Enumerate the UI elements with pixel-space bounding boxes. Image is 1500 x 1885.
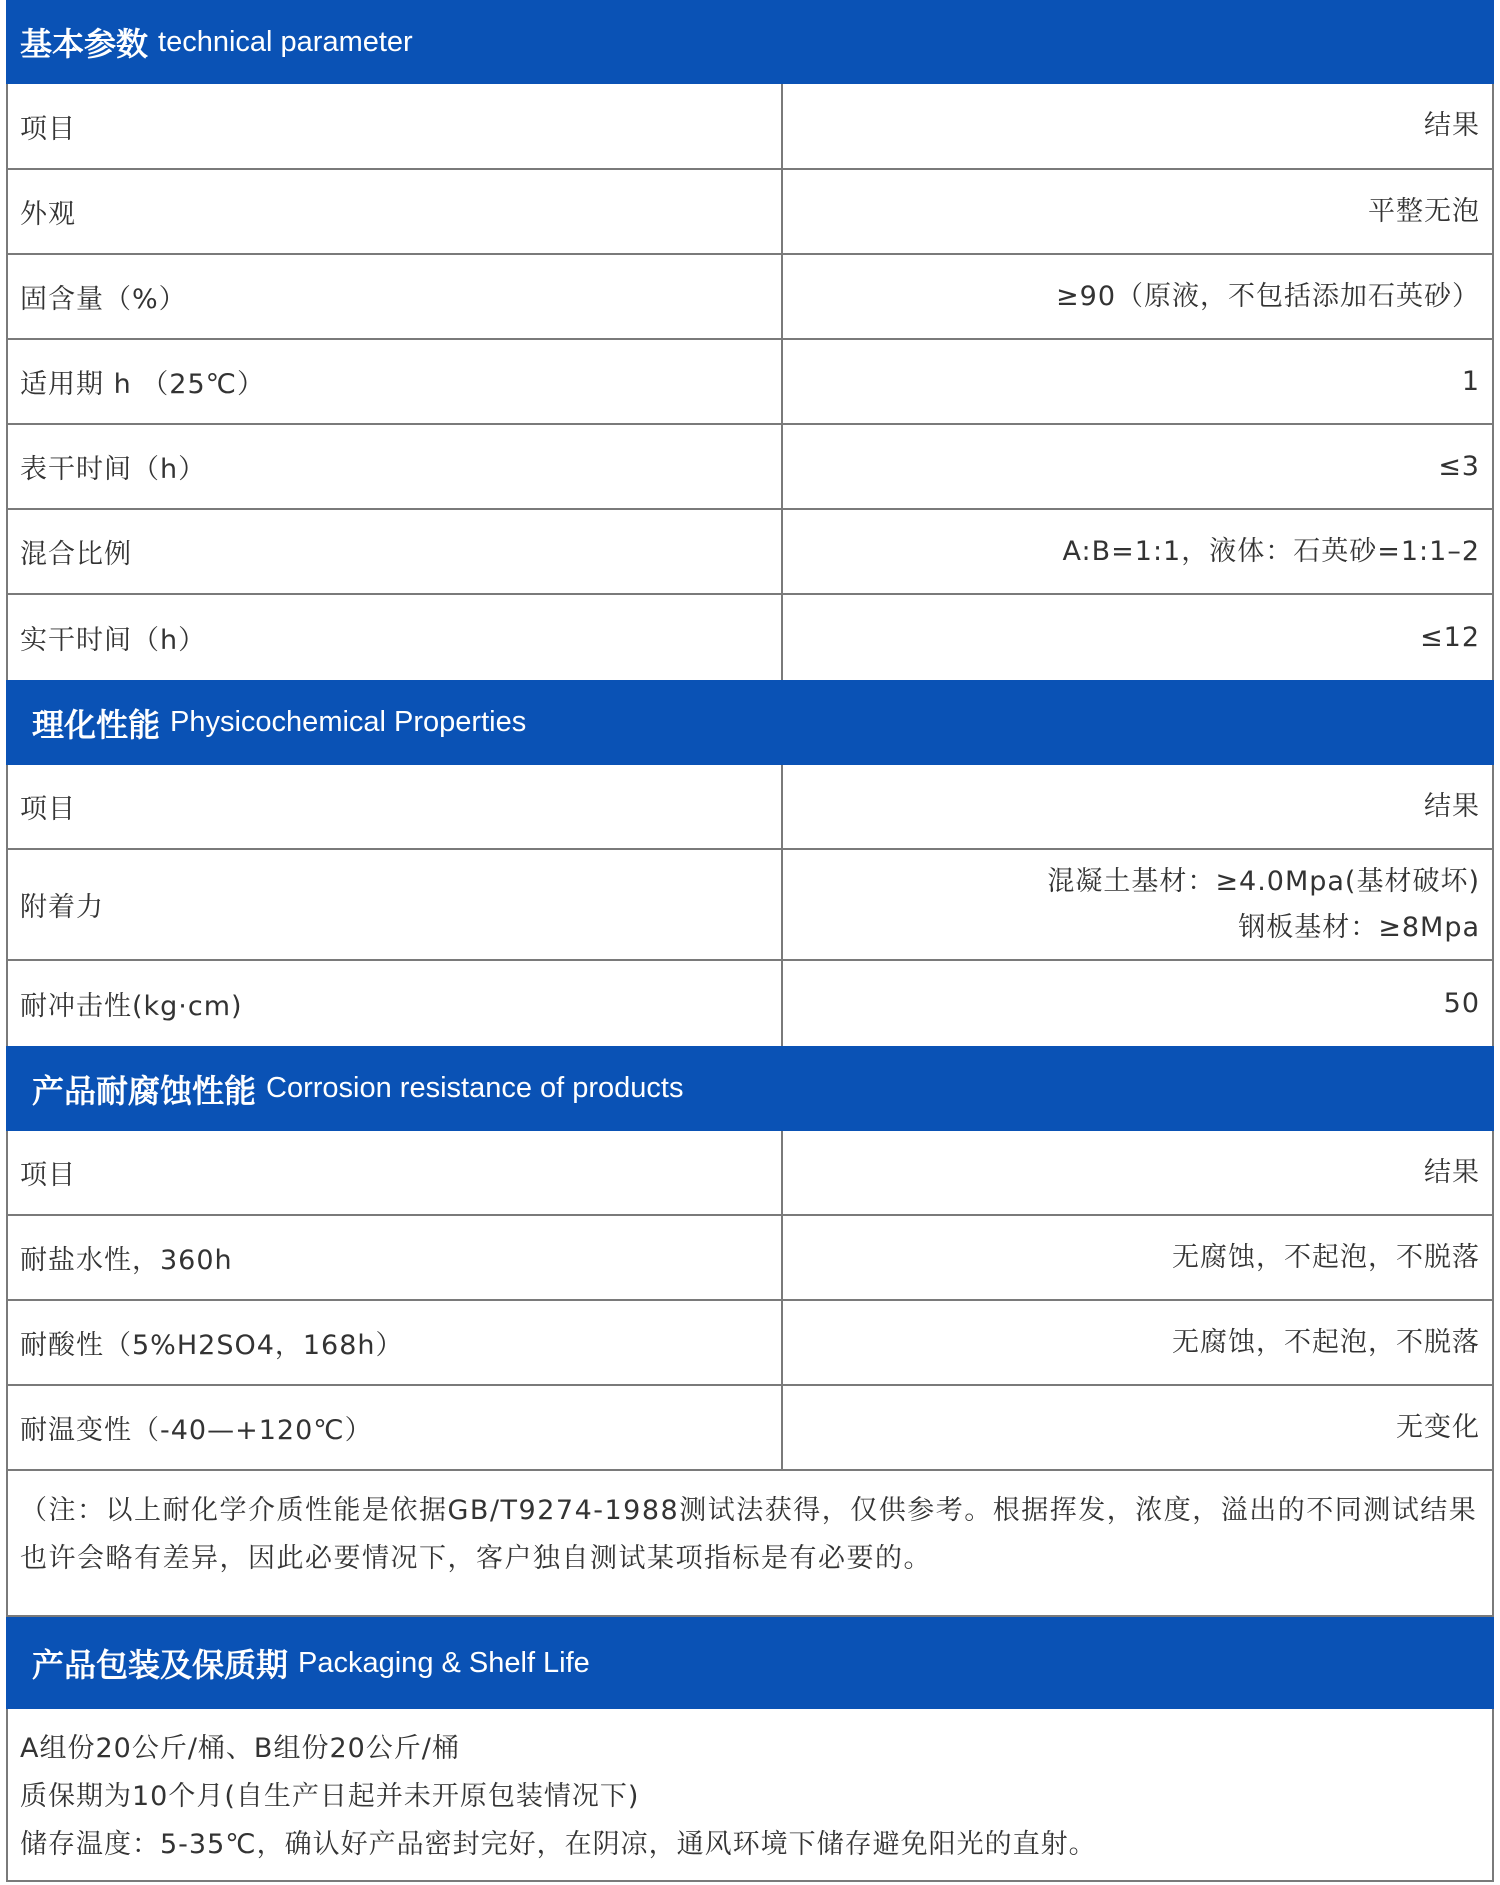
result-text-line2: 钢板基材：≥8Mpa [1238,911,1480,943]
packaging-line: 储存温度：5-35℃，确认好产品密封完好，在阴凉，通风环境下储存避免阳光的直射。 [20,1829,1097,1860]
table-row [6,170,1494,255]
result-text: 结果 [1424,110,1480,141]
result-cell [783,170,1494,253]
result-cell [783,340,1494,423]
result-cell [783,765,1494,848]
result-text-line1: 混凝土基材：≥4.0Mpa(基材破坏) [1047,865,1480,897]
item-cell: 耐冲击性(kg·cm) [6,961,783,1046]
item-cell: 耐温变性（-40—+120℃） [6,1386,783,1469]
result-text: 结果 [1424,1156,1480,1188]
result-cell [783,850,1494,959]
result-cell [783,1386,1494,1469]
table-row [6,255,1494,340]
table-row [6,1386,1494,1471]
result-text: 平整无泡 [1368,195,1480,227]
section-header-packaging [6,1617,1494,1709]
section-title-en: Physicochemical Properties [170,706,527,738]
section-title-en: technical parameter [158,25,413,58]
item-cell: 表干时间（h） [6,425,783,508]
table-row [6,850,1494,961]
result-text: 无变化 [1396,1411,1480,1443]
corrosion-note: （注：以上耐化学介质性能是依据GB/T9274-1988测试法获得，仅供参考。根据挥发，浓度，溢出的不同测试结果也许会略有差异，因此必要情况下，客户独自测试某项指标是有必要的。 [6,1471,1494,1617]
section-title-cn: 理化性能 [32,705,161,744]
table-row [6,1216,1494,1301]
result-text: 结果 [1424,790,1480,822]
section-title-cn: 产品耐腐蚀性能 [32,1071,257,1110]
result-cell [783,84,1494,168]
table-row [6,510,1494,595]
result-cell [783,1131,1494,1214]
item-cell: 项目 [6,84,783,168]
item-cell: 外观 [6,170,783,253]
item-cell: 附着力 [6,850,783,959]
section-title-cn: 基本参数 [20,25,149,63]
table-row [6,1301,1494,1386]
item-cell: 混合比例 [6,510,783,593]
item-cell: 实干时间（h） [6,595,783,680]
result-cell [783,425,1494,508]
item-cell: 固含量（%） [6,255,783,338]
item-cell: 耐酸性（5%H2SO4，168h） [6,1301,783,1384]
packaging-line: 质保期为10个月(自生产日起并未开原包装情况下) [20,1781,640,1812]
packaging-body [6,1709,1494,1879]
section-header-physico [6,680,1494,765]
table-row [6,340,1494,425]
result-cell [783,510,1494,593]
result-text: ≤12 [1420,621,1480,653]
result-cell [783,255,1494,338]
result-text: ≤3 [1438,450,1480,482]
result-text: 1 [1461,365,1480,397]
result-text: ≥90（原液，不包括添加石英砂） [1056,280,1480,312]
packaging-line: A组份20公斤/桶、B组份20公斤/桶 [20,1733,460,1764]
table-row [6,425,1494,510]
table-row [6,84,1494,170]
table-row [6,961,1494,1046]
item-cell: 适用期 h （25℃） [6,340,783,423]
section-header-basic [6,0,1494,84]
result-text: A:B=1:1，液体：石英砂=1:1–2 [1062,535,1480,567]
item-cell: 项目 [6,765,783,848]
result-text: 无腐蚀，不起泡，不脱落 [1172,1241,1480,1273]
result-cell [783,961,1494,1046]
table-row [6,595,1494,680]
section-header-corrosion [6,1046,1494,1131]
result-text: 50 [1443,987,1480,1019]
section-title-cn: 产品包装及保质期 [32,1646,289,1684]
item-cell: 项目 [6,1131,783,1214]
result-text: 无腐蚀，不起泡，不脱落 [1172,1326,1480,1358]
result-cell [783,1216,1494,1299]
table-row [6,1131,1494,1216]
section-title-en: Packaging & Shelf Life [298,1646,590,1679]
item-cell: 耐盐水性，360h [6,1216,783,1299]
table-row [6,765,1494,850]
result-cell [783,595,1494,680]
result-cell [783,1301,1494,1384]
section-title-en: Corrosion resistance of products [266,1072,684,1104]
